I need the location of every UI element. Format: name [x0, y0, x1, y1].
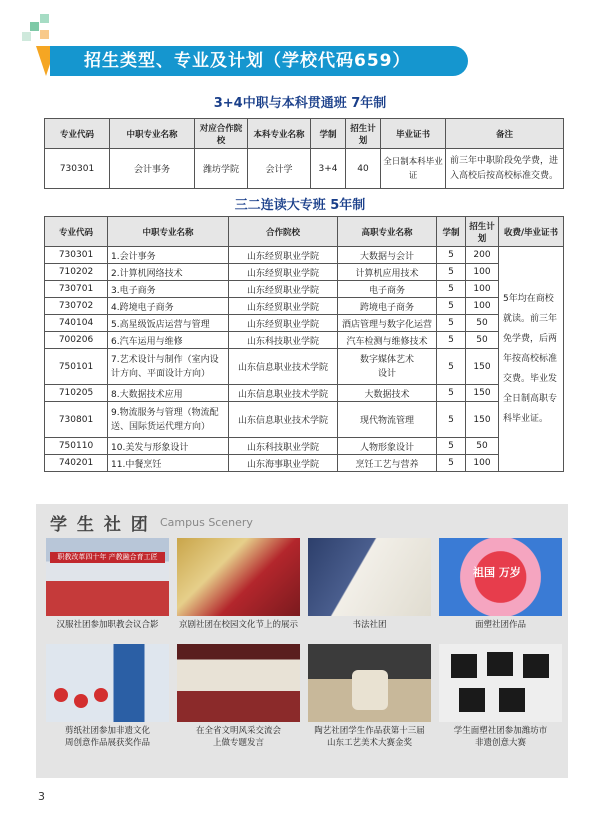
- cell-plan: 150: [466, 402, 499, 438]
- decor-square: [22, 32, 31, 41]
- photo-hanfu-club: [46, 538, 169, 616]
- cell-major: 4.跨境电子商务: [108, 298, 229, 315]
- col-header: 高职专业名称: [338, 217, 437, 247]
- photo-tile: [439, 644, 562, 749]
- cell-years: 5: [437, 385, 466, 402]
- cell-major: 6.汽车运用与维修: [108, 332, 229, 349]
- cell-major: 8.大数据技术应用: [108, 385, 229, 402]
- decor-square: [30, 22, 39, 31]
- papercut-shape: [54, 688, 68, 702]
- cell-code: 750110: [45, 438, 108, 455]
- photo-caption: 书法社团: [352, 620, 387, 630]
- cell-higher: 电子商务: [338, 281, 437, 298]
- cell-major: 7.艺术设计与制作（室内设计方向、平面设计方向）: [108, 349, 229, 385]
- col-header: 收费/毕业证书: [499, 217, 564, 247]
- table-row: [45, 332, 564, 349]
- photo-dough-contest: [439, 644, 562, 722]
- cell-years: 5: [437, 247, 466, 264]
- cell-years: 5: [437, 349, 466, 385]
- display-box: [487, 652, 513, 676]
- cell-plan: 40: [346, 149, 381, 189]
- cell-higher: 酒店管理与数字化运营: [338, 315, 437, 332]
- decor-square: [40, 30, 49, 39]
- photo-banner-text: 职教改革四十年 产教融合育工匠: [50, 552, 165, 563]
- cell-code: 740201: [45, 455, 108, 472]
- cell-plan: 50: [466, 438, 499, 455]
- cell-years: 5: [437, 298, 466, 315]
- cell-higher: 汽车检测与维修技术: [338, 332, 437, 349]
- cell-plan: 150: [466, 385, 499, 402]
- cell-years: 5: [437, 455, 466, 472]
- photo-tile: [46, 644, 169, 749]
- col-header: 中职专业名称: [110, 119, 195, 149]
- cell-code: 710205: [45, 385, 108, 402]
- cell-code: 730701: [45, 281, 108, 298]
- photo-caption: 面塑社团作品: [474, 620, 526, 630]
- col-header: 专业代码: [45, 119, 110, 149]
- cell-major: 3.电子商务: [108, 281, 229, 298]
- col-header: 学制: [437, 217, 466, 247]
- cell-plan: 100: [466, 455, 499, 472]
- cell-years: 5: [437, 264, 466, 281]
- col-header: 对应合作院校: [195, 119, 248, 149]
- col-header: 毕业证书: [381, 119, 446, 149]
- table-header-row: [45, 217, 564, 247]
- cell-code: 740104: [45, 315, 108, 332]
- cell-plan: 50: [466, 315, 499, 332]
- col-header: 招生计划: [466, 217, 499, 247]
- cell-partner: 山东经贸职业学院: [229, 247, 338, 264]
- cell-partner: 山东经贸职业学院: [229, 264, 338, 281]
- section-title-3plus2: 三二连读大专班 5年制: [234, 198, 366, 213]
- photo-tile: [308, 538, 431, 631]
- table-row: [45, 349, 564, 385]
- cell-partner: 潍坊学院: [195, 149, 248, 189]
- photo-clay-text: 祖国 万岁: [473, 566, 521, 579]
- photo-tile: [46, 538, 169, 631]
- cell-partner: 山东科技职业学院: [229, 332, 338, 349]
- photo-caption: 学生面塑社团参加潍坊市非遗创意大赛: [453, 726, 548, 748]
- cell-plan: 200: [466, 247, 499, 264]
- cell-years: 5: [437, 332, 466, 349]
- cell-major: 会计事务: [110, 149, 195, 189]
- cell-years: 5: [437, 281, 466, 298]
- cell-major: 5.高星级饭店运营与管理: [108, 315, 229, 332]
- cell-note: 5年均在商校就读。前三年免学费，后两年按高校标准交费。毕业发全日制高职专科毕业证。: [499, 247, 564, 472]
- cell-code: 730702: [45, 298, 108, 315]
- cell-partner: 山东信息职业技术学院: [229, 385, 338, 402]
- col-header: 备注: [446, 119, 564, 149]
- cell-higher: 现代物流管理: [338, 402, 437, 438]
- cell-higher: 计算机应用技术: [338, 264, 437, 281]
- cell-years: 5: [437, 315, 466, 332]
- photo-caption: 剪纸社团参加非遗文化周创意作品展获奖作品: [64, 726, 150, 748]
- cell-code: 730801: [45, 402, 108, 438]
- cell-partner: 山东海事职业学院: [229, 455, 338, 472]
- display-box: [459, 688, 485, 712]
- cell-higher: 大数据与会计: [338, 247, 437, 264]
- photo-tile: [177, 644, 300, 749]
- cell-partner: 山东经贸职业学院: [229, 315, 338, 332]
- table-row: [45, 247, 564, 264]
- cell-partner: 山东信息职业技术学院: [229, 402, 338, 438]
- table-row: [45, 298, 564, 315]
- col-header: 本科专业名称: [248, 119, 311, 149]
- table-row: [45, 315, 564, 332]
- cell-code: 730301: [45, 149, 110, 189]
- cell-plan: 50: [466, 332, 499, 349]
- photo-caption: 汉服社团参加职教会议合影: [56, 620, 159, 630]
- cell-certificate: 全日制本科毕业证: [381, 149, 446, 189]
- display-box: [499, 688, 525, 712]
- campus-scenery-section: [36, 504, 568, 778]
- cell-higher: 烹饪工艺与营养: [338, 455, 437, 472]
- cell-code: 710202: [45, 264, 108, 281]
- table-row: [45, 402, 564, 438]
- display-box: [451, 654, 477, 678]
- cell-partner: 山东经贸职业学院: [229, 281, 338, 298]
- campus-title: 学 生 社 团: [50, 515, 150, 535]
- cell-plan: 100: [466, 264, 499, 281]
- cell-major: 2.计算机网络技术: [108, 264, 229, 281]
- pottery-piece: [352, 670, 388, 710]
- papercut-shape: [94, 688, 108, 702]
- display-box: [523, 654, 549, 678]
- page-number: 3: [38, 790, 45, 803]
- table-3plus4: [44, 118, 564, 189]
- photo-tile: [439, 538, 562, 631]
- col-header: 招生计划: [346, 119, 381, 149]
- table-3plus2: [44, 216, 564, 472]
- table-row: [45, 281, 564, 298]
- col-header: 专业代码: [45, 217, 108, 247]
- section-title-3plus4: 3+4中职与本科贯通班 7年制: [213, 96, 387, 111]
- table-row: [45, 264, 564, 281]
- cell-note: 前三年中职阶段免学费，进入高校后按高校标准交费。: [446, 149, 564, 189]
- cell-years: 5: [437, 438, 466, 455]
- cell-code: 730301: [45, 247, 108, 264]
- photo-caption: 京剧社团在校园文化节上的展示: [178, 620, 298, 630]
- photo-caption: 陶艺社团学生作品获第十三届山东工艺美术大赛金奖: [314, 726, 425, 748]
- table-row: [45, 149, 564, 189]
- cell-major: 1.会计事务: [108, 247, 229, 264]
- cell-partner: 山东经贸职业学院: [229, 298, 338, 315]
- papercut-shape: [74, 694, 88, 708]
- cell-major: 10.美发与形象设计: [108, 438, 229, 455]
- cell-major: 11.中餐烹饪: [108, 455, 229, 472]
- cell-years: 5: [437, 402, 466, 438]
- cell-plan: 100: [466, 298, 499, 315]
- table-row: [45, 455, 564, 472]
- photo-dough-sculpture: [439, 538, 562, 616]
- cell-plan: 100: [466, 281, 499, 298]
- photo-calligraphy-club: [308, 538, 431, 616]
- cell-higher: 跨境电子商务: [338, 298, 437, 315]
- campus-subtitle: Campus Scenery: [160, 516, 253, 529]
- cell-partner: 山东信息职业技术学院: [229, 349, 338, 385]
- col-header: 中职专业名称: [108, 217, 229, 247]
- photo-tile: [308, 644, 431, 749]
- photo-tile: [177, 538, 300, 631]
- page-title: 招生类型、专业及计划（学校代码659）: [50, 46, 468, 76]
- cell-years: 3+4: [311, 149, 346, 189]
- table-header-row: [45, 119, 564, 149]
- photo-pottery-club: [308, 644, 431, 722]
- table-row: [45, 438, 564, 455]
- cell-code: 700206: [45, 332, 108, 349]
- cell-higher: 人物形象设计: [338, 438, 437, 455]
- col-header: 合作院校: [229, 217, 338, 247]
- decor-square: [40, 14, 49, 23]
- table-row: [45, 385, 564, 402]
- cell-code: 750101: [45, 349, 108, 385]
- cell-plan: 150: [466, 349, 499, 385]
- cell-bachelor: 会计学: [248, 149, 311, 189]
- photo-speech-exchange: [177, 644, 300, 722]
- photo-caption: 在全省文明风采交流会上做专题发言: [195, 726, 281, 748]
- photo-opera-club: [177, 538, 300, 616]
- photo-papercut-club: [46, 644, 169, 722]
- cell-higher: 数字媒体艺术设计: [338, 349, 437, 385]
- col-header: 学制: [311, 119, 346, 149]
- cell-partner: 山东科技职业学院: [229, 438, 338, 455]
- cell-major: 9.物流服务与管理（物流配送、国际货运代理方向）: [108, 402, 229, 438]
- cell-higher: 大数据技术: [338, 385, 437, 402]
